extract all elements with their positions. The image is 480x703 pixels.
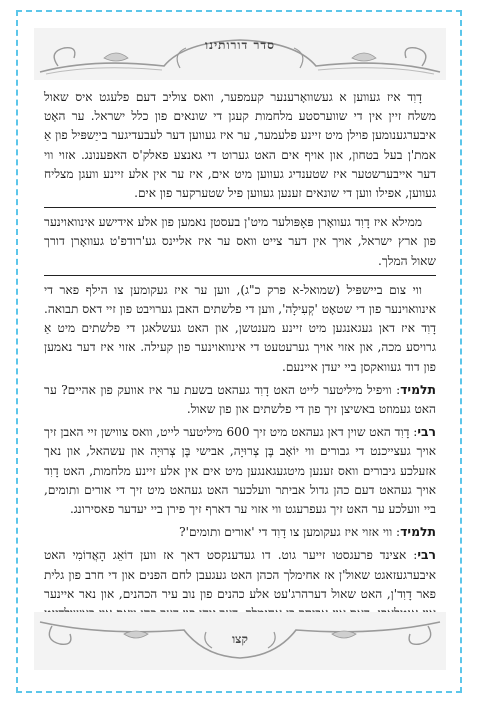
dialogue-text: : אצינד פרעגסטו זייער גוט. דו געדענקסט דאך אז ווען דוֹאֵג הָאֲדוֹמִי האט איבערגעזאגט שאול'ן אז אחימלך הכהן האט געגעבן לחם הפנים און די חרב פון גלית פאר דָוִד'ן, האט שאול דערהרג'עט אלע כהנים פון נוב עיר הכהנים, און נאר איינער [44,548,436,601]
paragraph: ממילא איז דָוִד געוואָרן פּאָפּולער מיט'ן בעסטן נאמען פון אלע אידישע אינוואוינער פון ארץ ישראל, אויך אין דער צייט וואס ער איז אליינס גע'רודפ'ט געוואָרן דורך שאול המלך. [44,215,436,268]
divider [44,275,436,276]
main-text [44,88,436,608]
divider [44,207,436,208]
speaker-label: תלמיד [400,381,436,397]
dialogue-text: : ווי אזוי איז געקומען צו דָוִד די 'אורים ותומים'? [179,525,401,540]
dialogue-text: : וויפיל מיליטער לייט האט דָוִד געהאט בשעת ער איז אוועק פון אהיים? ער האט געמוזט באשיצן זיך פון די פלשתים און פון שאול. [44,382,436,417]
paragraph: דָוִד איז געווען א געשוואָרענער קעמפער, וואס צוליב דעם פלעגט איס שאול משלח זיין אין די שווערסטע מלחמות קעגן די שונאים פון כלל ישראל. ער האָט איבערגענומען פוילן מיט זיינע פלעמער, ער איז געווען דער לעבעדיגער בייַשפּיל פון אַ אמת'ן בעל בטחון, און אויף אים האט גערוט די גאנצע פאלק'ס האפענונג. אזוי ווי דער אייבערשטער איז שטענדיג געווען מיט אים, איז ער אין אלע זיינע וועגן מצליח געווען, אפילו ווען די שונאים זענען געווען פיל שטערקער פון אים. [44,90,436,201]
ornamental-footer [34,612,446,670]
page-number: קצו [232,632,248,646]
paragraph: ווי צום ביישפּיל (שמואל-א פרק כ"ג), ווען ער איז געקומען צו הילף פאר די אינוואוינער פון די שטאָט 'קְעִילָה', ווען די פלשתים האבן גערויבט פון זיי דאס תבואה. דָוִד איז דאן געגאנגען מיט זיינע מענטשן, און האט געשלאגן די פלשתים מיט אַ גרויסע מכה, און אזוי אויך גערעטעט די אינוואוינער פון קעילה. אזוי איז דער נאמען פון דוד געוואקסן ביי יעדן איינעם. [44,282,436,374]
ornamental-header [34,28,446,80]
dialogue-line [44,522,436,542]
header-ornament-icon [34,28,446,80]
speaker-label: רבי [417,424,437,440]
dialogue-line [44,380,436,419]
dialogue-line [44,422,436,519]
dialogue-text: : דָוִד האט שוין דאן געהאט מיט זיך 600 מיליטער לייט, וואס צווישן זיי האבן זיך אויך געצייכנט די גבורים ווי יוֹאָב בֶּן צְרוּיָה, אבישי בֶּן צְרוּיָה און עשהאל, און נאך אזעלכע גיבורים וואס זענען מיטגעגאנגען מיט אים אין אלע זיינע מלחמות, האט דָוִד אויך געהאט דעם כהן גדול אביתר וועלכער האט געהאט מיט זיך די אורים ותומים, ביי וועלכע ער האט זיך געפרעגט ווי אזוי ער דארף זיך פירן ביי יעדער פאסירונג. [44,425,436,517]
speaker-label: תלמיד [400,524,436,540]
running-title: סדר דורותינו [205,38,275,52]
speaker-label: רבי [417,547,436,563]
